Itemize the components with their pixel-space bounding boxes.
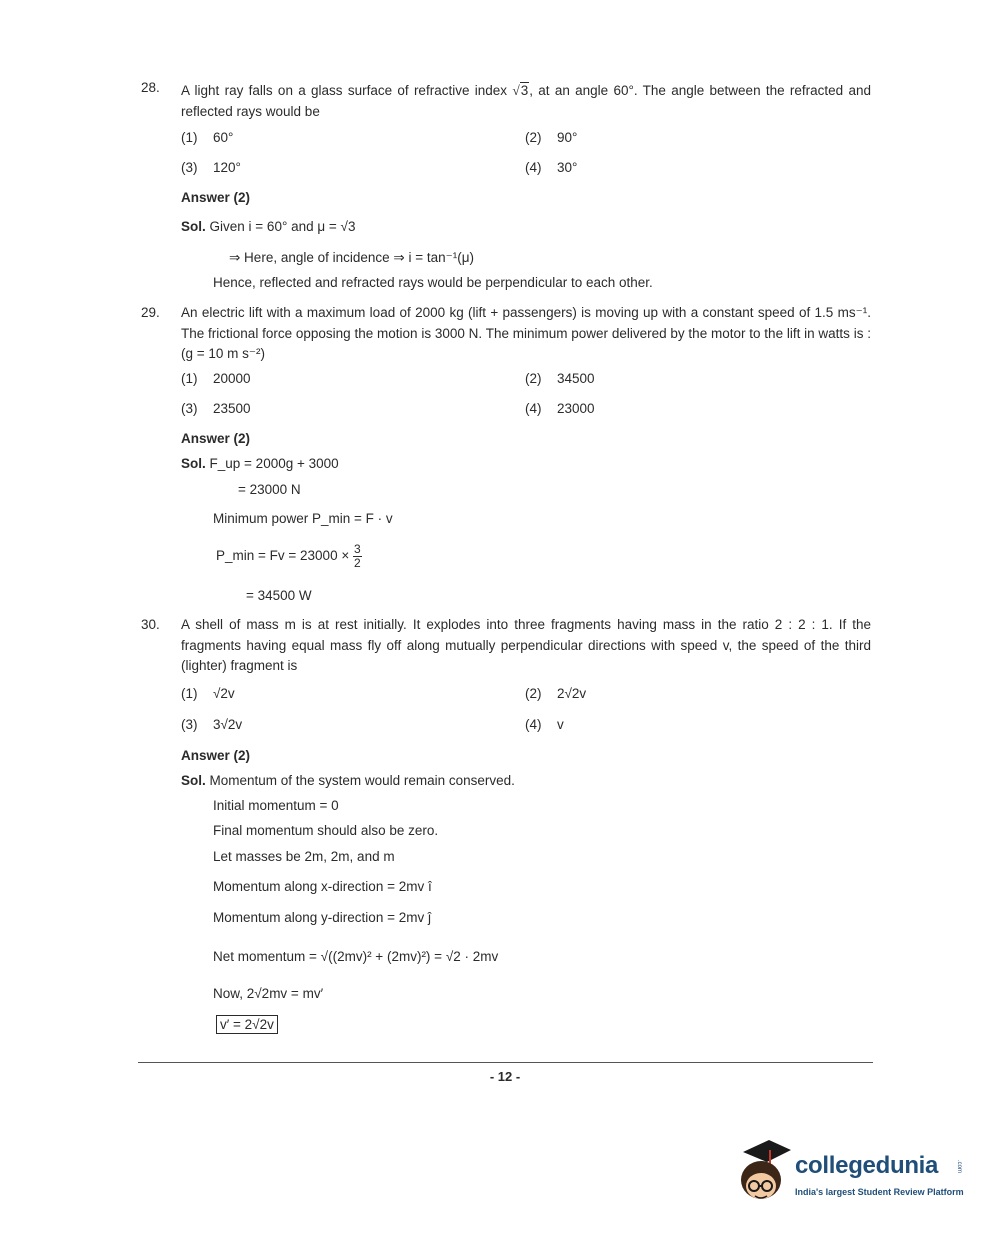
solution-line: = 34500 W <box>246 588 312 603</box>
option: (2) 90° <box>525 130 578 145</box>
option: (3) 23500 <box>181 401 251 416</box>
question-text: A light ray falls on a glass surface of refractive index √3, at an angle 60°. The angle between the refracted and reflected rays would be <box>181 83 872 119</box>
option: (1) √2v <box>181 686 235 701</box>
solution-line: Momentum along y-direction = 2mv ĵ <box>213 910 431 925</box>
fraction: $\frac{3}{2}$ <box>353 542 361 570</box>
question-text: A shell of mass m is at rest initially. It explodes into three fragments having mass in the ratio 2 : 2 : 1. If the fragments having equal mass fly off along mutually perpendicular directions with speed v, the speed of the third (lighter) fragment is <box>181 617 871 673</box>
brand-logo: collegedunia <box>795 1152 939 1179</box>
student-mascot-icon <box>735 1138 795 1208</box>
question-text: An electric lift with a maximum load of 2000 kg (lift + passengers) is moving up with a constant speed of 1.5 ms⁻¹. The frictional force opposing the motion is 3000 N. The minimum power delivered by the motor to the lift in watts is : (g = 10 m s⁻²) <box>181 305 871 361</box>
option: (2) 2√2v <box>525 686 587 701</box>
answer: Answer (2) <box>181 431 251 446</box>
option: (4) 30° <box>525 160 578 175</box>
option: (3) 120° <box>181 160 241 175</box>
solution-line: ⇒ Here, angle of incidence ⇒ i = tan⁻¹(μ) <box>229 250 475 265</box>
solution-line: P_min = Fv = 23000 × $\frac{3}{2}$ <box>216 542 361 570</box>
option: (3) 3√2v <box>181 717 243 732</box>
page-number: - 12 - <box>489 1069 521 1084</box>
brand-domain: .com <box>956 1160 962 1174</box>
question-number: 28. <box>141 80 160 95</box>
solution-line: Sol. Given i = 60° and μ = √3 <box>181 219 356 234</box>
solution-line: Hence, reflected and refracted rays would be perpendicular to each other. <box>213 275 653 290</box>
solution-line: Let masses be 2m, 2m, and m <box>213 849 395 864</box>
boxed-result: v′ = 2√2v <box>216 1017 278 1032</box>
option: (2) 34500 <box>525 371 595 386</box>
option: (1) 20000 <box>181 371 251 386</box>
question-number: 30. <box>141 617 160 632</box>
option: (4) v <box>525 717 564 732</box>
solution-line: Now, 2√2mv = mv′ <box>213 986 324 1001</box>
solution-line: Sol. Momentum of the system would remain conserved. <box>181 773 515 788</box>
solution-line: = 23000 N <box>238 482 301 497</box>
answer: Answer (2) <box>181 190 251 205</box>
question-number: 29. <box>141 305 160 320</box>
solution-line: Final momentum should also be zero. <box>213 823 439 838</box>
solution-line: Net momentum = √((2mv)² + (2mv)²) = √2 · 2mv <box>213 949 499 964</box>
solution-line: Initial momentum = 0 <box>213 798 339 813</box>
option: (4) 23000 <box>525 401 595 416</box>
option: (1) 60° <box>181 130 234 145</box>
solution-line: Minimum power P_min = F · v <box>213 511 393 526</box>
brand-tagline: India's largest Student Review Platform <box>795 1187 964 1197</box>
solution-line: Sol. F_up = 2000g + 3000 <box>181 456 339 471</box>
footer-rule <box>138 1062 873 1063</box>
answer: Answer (2) <box>181 748 251 763</box>
solution-line: Momentum along x-direction = 2mv î <box>213 879 432 894</box>
